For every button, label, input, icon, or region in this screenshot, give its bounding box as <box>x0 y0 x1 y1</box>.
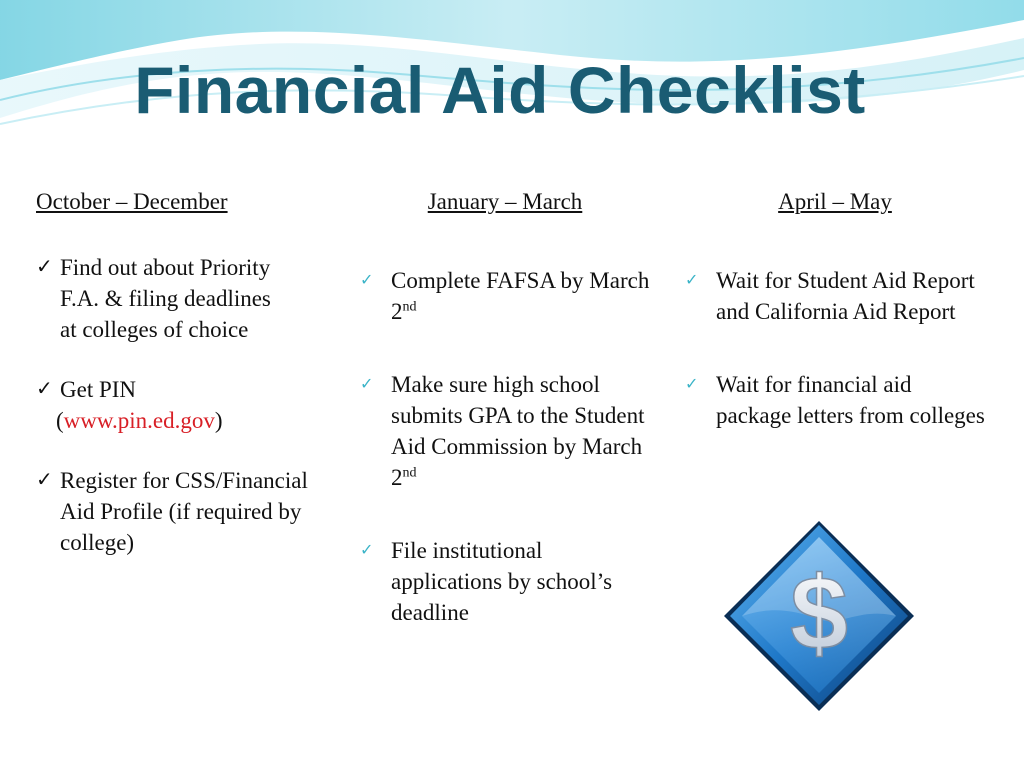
check-icon: ✓ <box>360 376 374 393</box>
pin-link[interactable]: www.pin.ed.gov <box>63 408 215 433</box>
check-icon: ✓ <box>685 376 699 393</box>
list-item: ✓ Complete FAFSA by March 2nd <box>360 265 650 327</box>
column-heading: January – March <box>427 189 583 214</box>
dollar-diamond-icon <box>720 515 918 717</box>
list-item: ✓ File institutional applications by school’s deadline <box>360 535 650 628</box>
column-heading: October – December <box>36 189 228 214</box>
page-title: Financial Aid Checklist <box>134 53 866 127</box>
list-item: ✓ Wait for Student Aid Report and California Aid Report <box>685 265 985 327</box>
check-icon: ✓ <box>360 542 374 559</box>
column-oct-dec <box>36 186 336 558</box>
list-item: ✓ Wait for financial aid package letters from colleges <box>685 369 985 431</box>
check-icon: ✓ <box>36 378 53 400</box>
check-icon: ✓ <box>36 256 53 278</box>
list-item: ✓ Get PIN (www.pin.ed.gov) <box>36 374 336 436</box>
check-icon: ✓ <box>360 272 374 289</box>
list-item: ✓ Make sure high school submits GPA to the Student Aid Commission by March 2nd <box>360 369 650 493</box>
column-jan-mar <box>360 186 650 628</box>
svg-text:$: $ <box>790 556 848 672</box>
check-icon: ✓ <box>685 272 699 289</box>
list-item: ✓ Find out about Priority F.A. & filing deadlines at colleges of choice <box>36 252 336 345</box>
check-icon: ✓ <box>36 469 53 491</box>
list-item: ✓ Register for CSS/Financial Aid Profile (if required by college) <box>36 465 336 558</box>
column-heading: April – May <box>778 189 892 214</box>
column-apr-may <box>685 186 985 431</box>
